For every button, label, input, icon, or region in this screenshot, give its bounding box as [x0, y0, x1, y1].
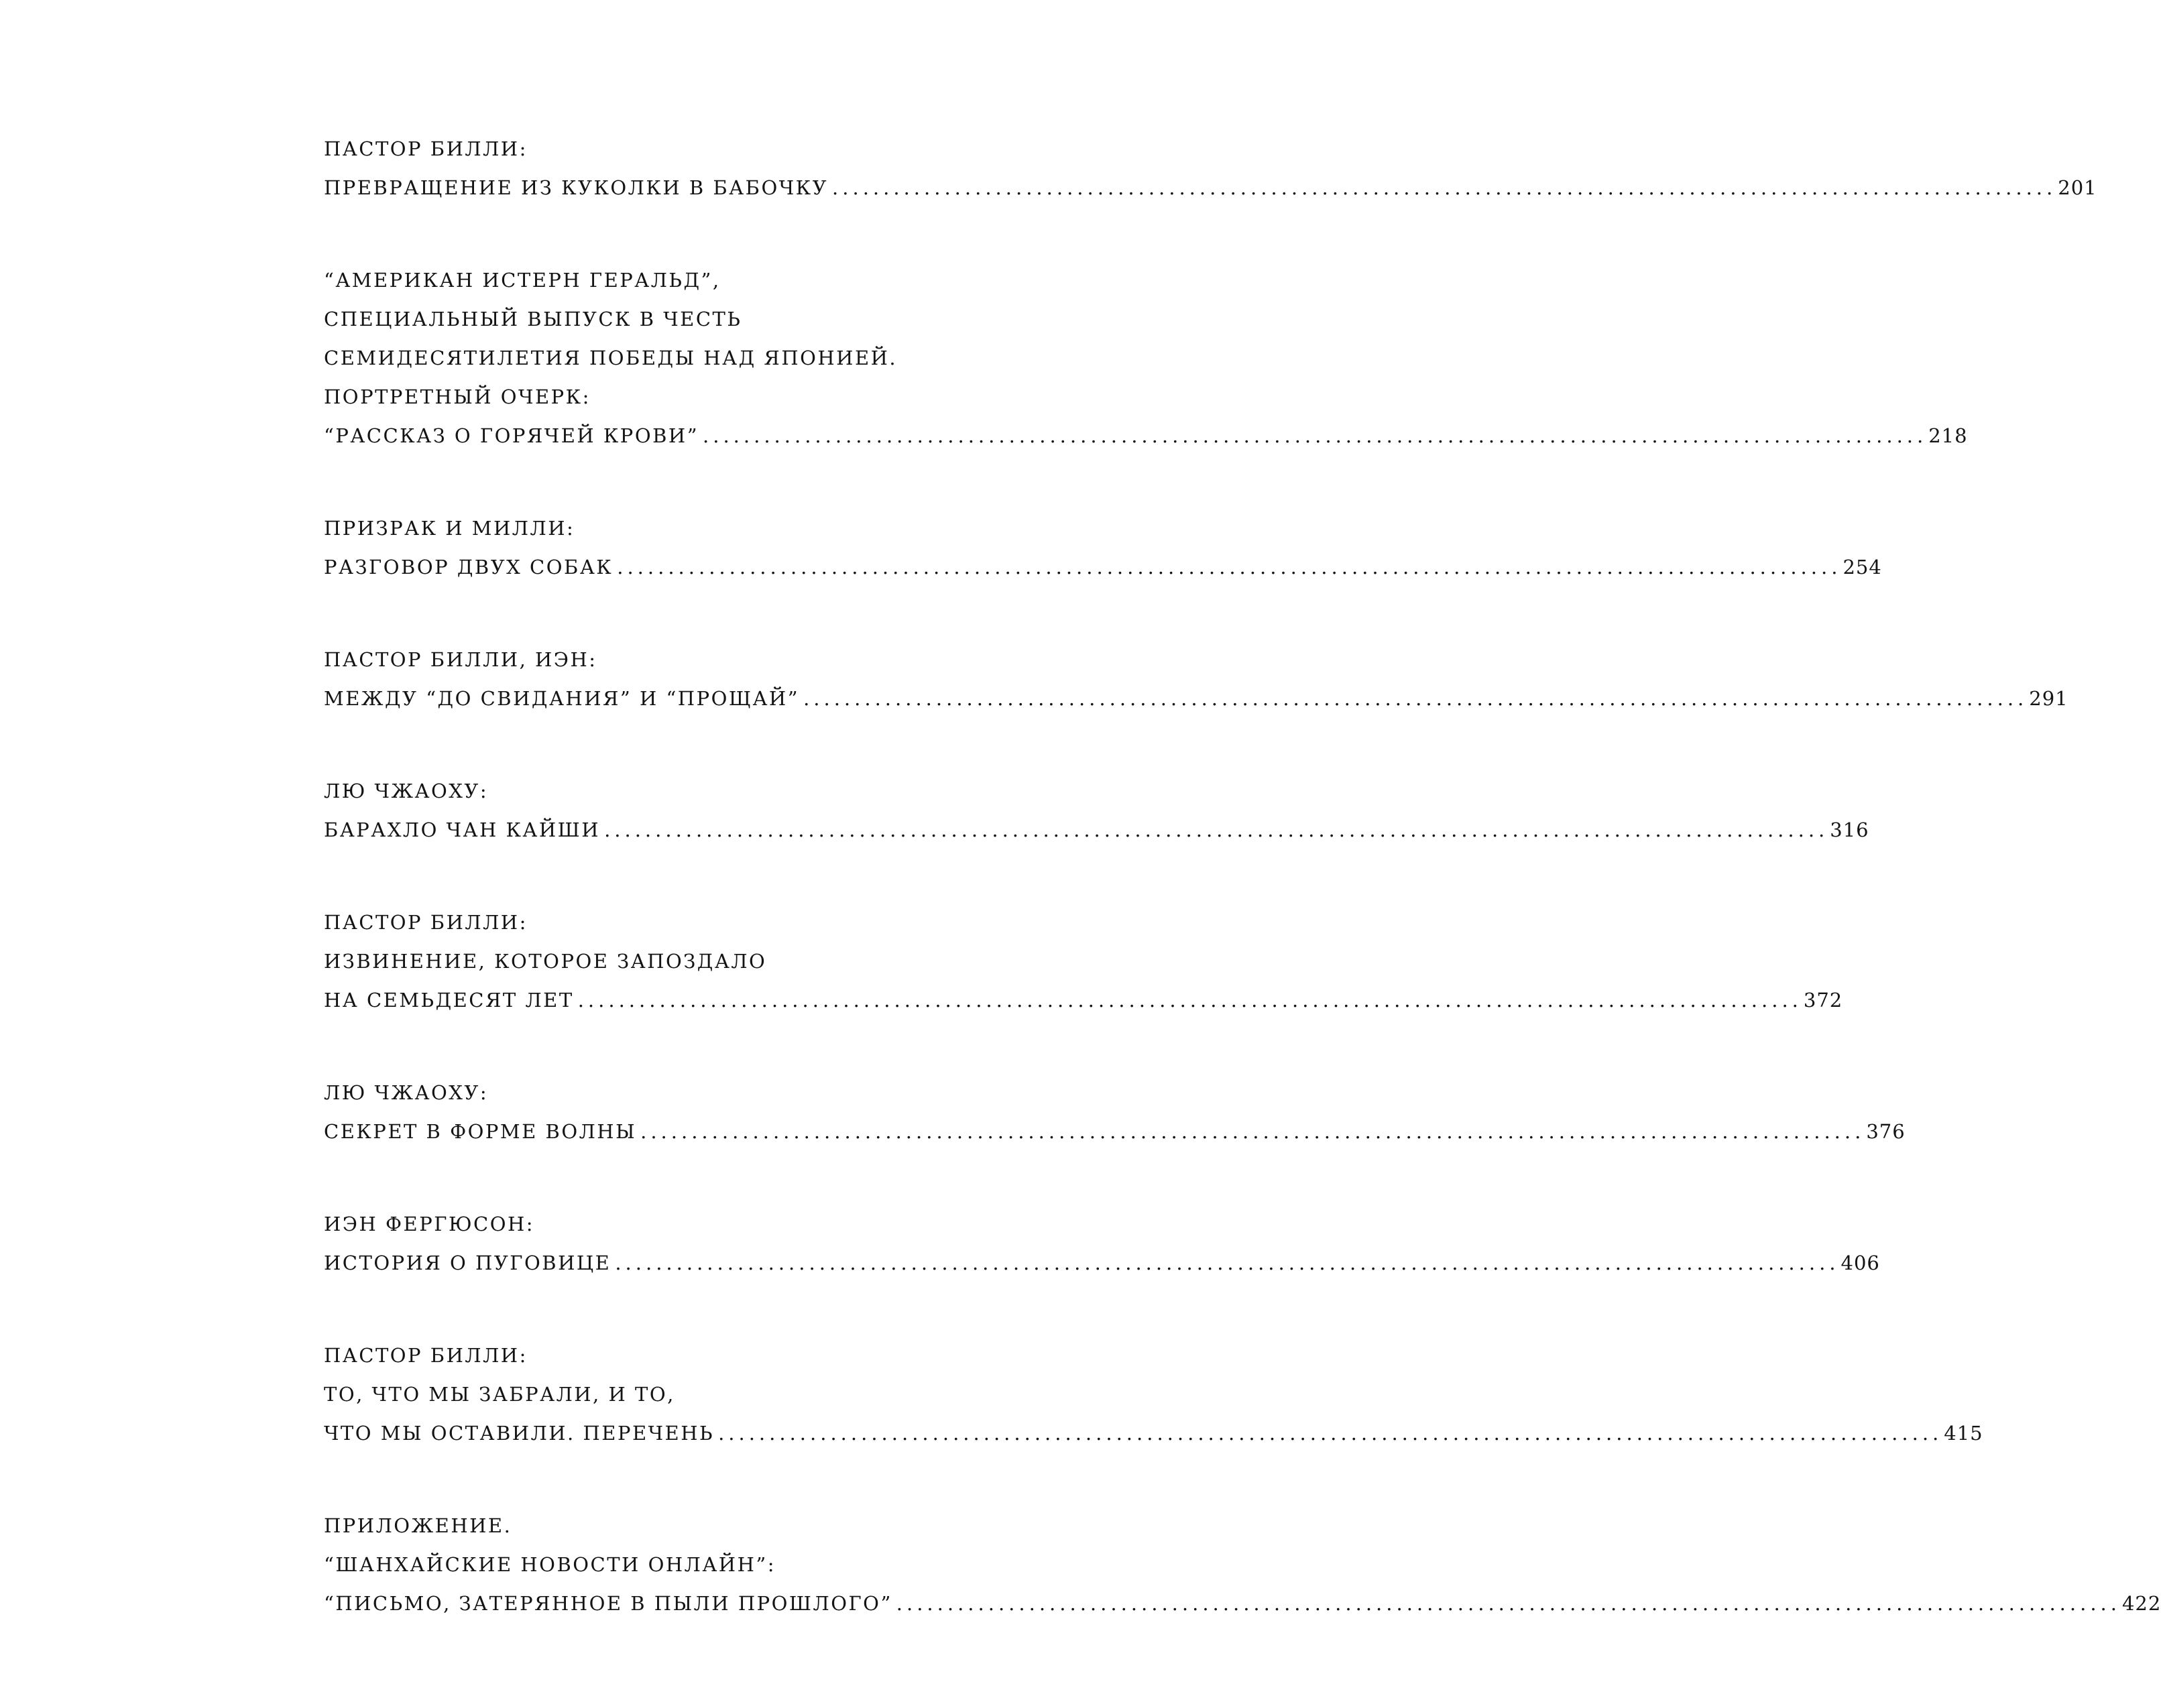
toc-entry [324, 509, 1882, 587]
toc-entry-title-line[interactable] [324, 168, 2097, 207]
toc-entry-title-line[interactable] [324, 810, 1869, 849]
toc-entry-heading-line: ПАСТОР БИЛЛИ: [324, 911, 528, 934]
toc-entry [324, 261, 1968, 455]
toc-entry-title-line[interactable] [324, 981, 1843, 1020]
toc-entry-heading-line: “АМЕРИКАН ИСТЕРН ГЕРАЛЬД”, [324, 269, 721, 292]
toc-entry-title: “РАССКАЗ О ГОРЯЧЕЙ КРОВИ” [324, 424, 699, 447]
toc-entry-title: НА СЕМЬДЕСЯТ ЛЕТ [324, 989, 574, 1012]
toc-entry-heading-line: ЛЮ ЧЖАОХУ: [324, 780, 489, 802]
toc-entry-title: РАЗГОВОР ДВУХ СОБАК [324, 556, 614, 578]
toc-entry-title-line[interactable] [324, 679, 2068, 718]
toc-page-number: 372 [1803, 989, 1843, 1012]
toc-entry [324, 1336, 1983, 1453]
toc-entry-heading-line: ИЭН ФЕРГЮСОН: [324, 1213, 535, 1235]
toc-entry-title: ИСТОРИЯ О ПУГОВИЦЕ [324, 1252, 611, 1274]
table-of-contents [324, 129, 2161, 1676]
toc-page-number: 376 [1866, 1120, 1906, 1143]
toc-entry-title: ПРЕВРАЩЕНИЕ ИЗ КУКОЛКИ В БАБОЧКУ [324, 176, 829, 199]
dot-leader: ........................................................................................................................ [896, 1592, 2121, 1615]
toc-entry-title-line[interactable] [324, 1112, 1906, 1151]
dot-leader: ........................................................................................................................ [832, 176, 2057, 199]
toc-page-number: 415 [1944, 1422, 1983, 1445]
toc-entry [324, 1205, 1880, 1282]
toc-entry [324, 129, 2097, 207]
toc-entry-heading-line: ПРИЗРАК И МИЛЛИ: [324, 517, 575, 540]
toc-entry [324, 640, 2068, 718]
toc-entry [324, 903, 1843, 1020]
toc-entry-heading-line: ПАСТОР БИЛЛИ, ИЭН: [324, 648, 597, 671]
toc-entry-heading-line: ПРИЛОЖЕНИЕ. [324, 1514, 512, 1537]
dot-leader: ........................................................................................................................ [604, 818, 1829, 841]
toc-entry-heading-line: ЛЮ ЧЖАОХУ: [324, 1081, 489, 1104]
dot-leader: ........................................................................................................................ [803, 687, 2028, 710]
toc-entry-title: СЕКРЕТ В ФОРМЕ ВОЛНЫ [324, 1120, 637, 1143]
toc-entry-heading-line: ИЗВИНЕНИЕ, КОТОРОЕ ЗАПОЗДАЛО [324, 950, 767, 973]
toc-entry-title: БАРАХЛО ЧАН КАЙШИ [324, 818, 601, 841]
toc-entry-heading-line: ПАСТОР БИЛЛИ: [324, 1344, 528, 1367]
toc-entry-title-line[interactable] [324, 1584, 2161, 1623]
toc-entry-title-line[interactable] [324, 548, 1882, 587]
toc-entry-title: ЧТО МЫ ОСТАВИЛИ. ПЕРЕЧЕНЬ [324, 1422, 715, 1445]
toc-entry [324, 1073, 1906, 1151]
toc-page-number: 254 [1843, 556, 1882, 578]
dot-leader: ........................................................................................................................ [703, 424, 1928, 447]
toc-entry-title-line[interactable] [324, 416, 1968, 455]
dot-leader: ........................................................................................................................ [577, 989, 1802, 1012]
toc-entry-title: МЕЖДУ “ДО СВИДАНИЯ” И “ПРОЩАЙ” [324, 687, 800, 710]
toc-entry [324, 1506, 2161, 1623]
toc-entry-title-line[interactable] [324, 1243, 1880, 1282]
toc-entry-heading-line: ПОРТРЕТНЫЙ ОЧЕРК: [324, 385, 591, 408]
toc-entry-heading-line: СЕМИДЕСЯТИЛЕТИЯ ПОБЕДЫ НАД ЯПОНИЕЙ. [324, 347, 898, 369]
toc-page-number: 291 [2029, 687, 2068, 710]
toc-entry-title: “ПИСЬМО, ЗАТЕРЯННОЕ В ПЫЛИ ПРОШЛОГО” [324, 1592, 892, 1615]
toc-entry-heading-line: СПЕЦИАЛЬНЫЙ ВЫПУСК В ЧЕСТЬ [324, 308, 742, 330]
toc-entry [324, 772, 1869, 849]
toc-page-number: 406 [1841, 1252, 1880, 1274]
dot-leader: ........................................................................................................................ [615, 1252, 1840, 1274]
toc-page-number: 201 [2058, 176, 2097, 199]
toc-entry-heading-line: “ШАНХАЙСКИЕ НОВОСТИ ОНЛАЙН”: [324, 1553, 776, 1576]
dot-leader: ........................................................................................................................ [617, 556, 1842, 578]
toc-entry-heading-line: ПАСТОР БИЛЛИ: [324, 137, 528, 160]
toc-entry-heading-line: ТО, ЧТО МЫ ЗАБРАЛИ, И ТО, [324, 1383, 675, 1406]
toc-page-number: 422 [2121, 1592, 2161, 1615]
toc-page-number: 316 [1830, 818, 1869, 841]
dot-leader: ........................................................................................................................ [718, 1422, 1943, 1445]
toc-page-number: 218 [1928, 424, 1968, 447]
toc-entry-title-line[interactable] [324, 1414, 1983, 1453]
dot-leader: ........................................................................................................................ [640, 1120, 1865, 1143]
